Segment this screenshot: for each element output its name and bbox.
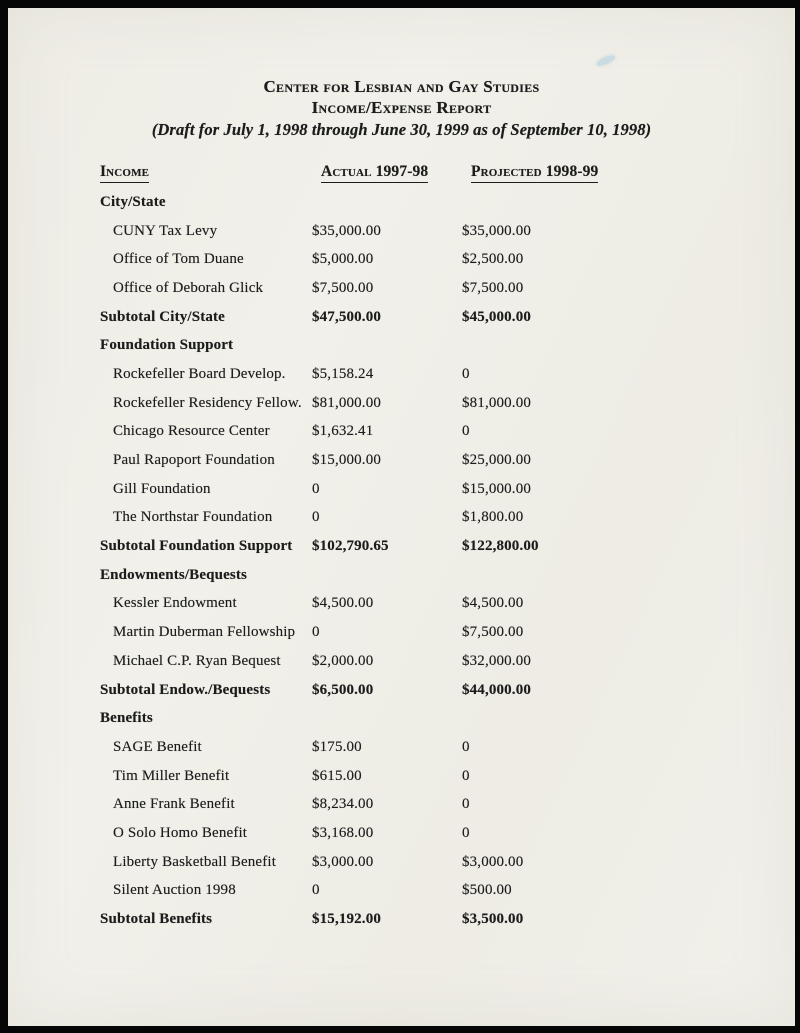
row-actual-value: $4,500.00	[312, 595, 374, 612]
table-row	[100, 618, 795, 647]
subtotal-actual-value: $15,192.00	[312, 911, 381, 928]
subtotal-projected-value: $45,000.00	[462, 308, 531, 325]
row-projected-value: 0	[462, 423, 470, 440]
subtotal-actual-value: $47,500.00	[312, 308, 381, 325]
row-actual-value: $8,234.00	[312, 796, 374, 813]
row-label: Martin Duberman Fellowship	[113, 624, 296, 641]
table-row	[100, 446, 795, 475]
row-projected-value: 0	[462, 796, 470, 813]
org-title: Center for Lesbian and Gay Studies	[263, 77, 540, 96]
row-actual-value: 0	[312, 624, 320, 641]
table-row	[100, 590, 795, 619]
row-projected-value: $2,500.00	[462, 251, 524, 268]
row-label: Gill Foundation	[113, 480, 211, 497]
row-actual-value: $7,500.00	[312, 279, 374, 296]
row-actual-value: 0	[312, 480, 320, 497]
row-label: The Northstar Foundation	[113, 509, 273, 526]
table-row	[100, 848, 795, 877]
row-projected-value: $7,500.00	[462, 624, 524, 641]
row-actual-value: $35,000.00	[312, 222, 381, 239]
table-row	[100, 475, 795, 504]
column-header-income	[100, 163, 312, 183]
row-label: Rockefeller Residency Fellow.	[113, 394, 302, 411]
section-name: City/State	[100, 193, 166, 210]
table-row	[100, 360, 795, 389]
row-actual-value: $3,000.00	[312, 853, 374, 870]
row-projected-value: $1,800.00	[462, 509, 524, 526]
subtotal-label: Subtotal City/State	[100, 308, 225, 325]
row-projected-value: $25,000.00	[462, 452, 531, 469]
row-actual-value: 0	[312, 882, 320, 899]
row-actual-value: $5,000.00	[312, 251, 374, 268]
column-header-actual	[312, 163, 462, 183]
row-actual-value: $3,168.00	[312, 824, 374, 841]
row-label: Kessler Endowment	[113, 595, 237, 612]
section-name: Endowments/Bequests	[100, 566, 248, 583]
row-actual-value: $615.00	[312, 767, 362, 784]
row-label: Tim Miller Benefit	[113, 767, 230, 784]
subtotal-row-endowments-bequests	[100, 676, 795, 705]
table-row	[100, 418, 795, 447]
table-row	[100, 762, 795, 791]
subtotal-projected-value: $44,000.00	[462, 681, 531, 698]
paper-sheet	[8, 8, 795, 1026]
subtotal-actual-value: $102,790.65	[312, 538, 389, 555]
row-projected-value: $15,000.00	[462, 480, 531, 497]
row-projected-value: $35,000.00	[462, 222, 531, 239]
section-name: Benefits	[100, 710, 153, 727]
subtotal-row-foundation-support	[100, 532, 795, 561]
row-projected-value: $81,000.00	[462, 394, 531, 411]
table-row	[100, 647, 795, 676]
section-name: Foundation Support	[100, 337, 234, 354]
table-row	[100, 504, 795, 533]
table-row	[100, 790, 795, 819]
draft-note: (Draft for July 1, 1998 through June 30, 1999 as of September 10, 1998)	[151, 120, 652, 139]
report-title: Income/Expense Report	[311, 98, 492, 117]
subtotal-label: Subtotal Foundation Support	[100, 538, 293, 555]
subtotal-row-benefits	[100, 905, 795, 934]
income-table	[100, 157, 795, 934]
row-actual-value: $2,000.00	[312, 652, 374, 669]
subtotal-actual-value: $6,500.00	[312, 681, 374, 698]
row-projected-value: 0	[462, 738, 470, 755]
row-projected-value: 0	[462, 365, 470, 382]
row-label: Michael C.P. Ryan Bequest	[113, 652, 281, 669]
row-projected-value: $32,000.00	[462, 652, 531, 669]
row-projected-value: $500.00	[462, 882, 512, 899]
row-label: Rockefeller Board Develop.	[113, 365, 286, 382]
row-label: Paul Rapoport Foundation	[113, 452, 275, 469]
row-actual-value: $81,000.00	[312, 394, 381, 411]
row-label: SAGE Benefit	[113, 738, 202, 755]
row-label: Office of Deborah Glick	[113, 279, 264, 296]
subtotal-label: Subtotal Benefits	[100, 911, 213, 928]
row-actual-value: $15,000.00	[312, 452, 381, 469]
column-header-row	[100, 157, 795, 188]
row-label: Anne Frank Benefit	[113, 796, 235, 813]
section-header-endowments-bequests	[100, 561, 795, 590]
section-header-foundation-support	[100, 331, 795, 360]
column-header-projected	[462, 163, 795, 183]
column-header-income-label: Income	[100, 163, 149, 183]
document-header	[8, 8, 795, 141]
row-projected-value: $7,500.00	[462, 279, 524, 296]
row-projected-value: 0	[462, 767, 470, 784]
row-label: Silent Auction 1998	[113, 882, 236, 899]
row-actual-value: 0	[312, 509, 320, 526]
section-header-city-state	[100, 188, 795, 217]
row-actual-value: $5,158.24	[312, 365, 374, 382]
table-row	[100, 819, 795, 848]
table-row	[100, 274, 795, 303]
subtotal-row-city-state	[100, 303, 795, 332]
row-label: Liberty Basketball Benefit	[113, 853, 277, 870]
column-header-projected-label: Projected 1998-99	[471, 163, 598, 183]
table-row	[100, 389, 795, 418]
subtotal-projected-value: $3,500.00	[462, 911, 524, 928]
section-header-benefits	[100, 704, 795, 733]
row-label: O Solo Homo Benefit	[113, 824, 248, 841]
row-actual-value: $1,632.41	[312, 423, 374, 440]
row-projected-value: $4,500.00	[462, 595, 524, 612]
table-row	[100, 217, 795, 246]
row-actual-value: $175.00	[312, 738, 362, 755]
row-projected-value: 0	[462, 824, 470, 841]
table-row	[100, 245, 795, 274]
column-header-actual-label: Actual 1997-98	[321, 163, 428, 183]
row-label: Chicago Resource Center	[113, 423, 270, 440]
subtotal-label: Subtotal Endow./Bequests	[100, 681, 271, 698]
row-label: CUNY Tax Levy	[113, 222, 218, 239]
table-row	[100, 877, 795, 906]
table-row	[100, 733, 795, 762]
subtotal-projected-value: $122,800.00	[462, 538, 539, 555]
row-projected-value: $3,000.00	[462, 853, 524, 870]
row-label: Office of Tom Duane	[113, 251, 244, 268]
